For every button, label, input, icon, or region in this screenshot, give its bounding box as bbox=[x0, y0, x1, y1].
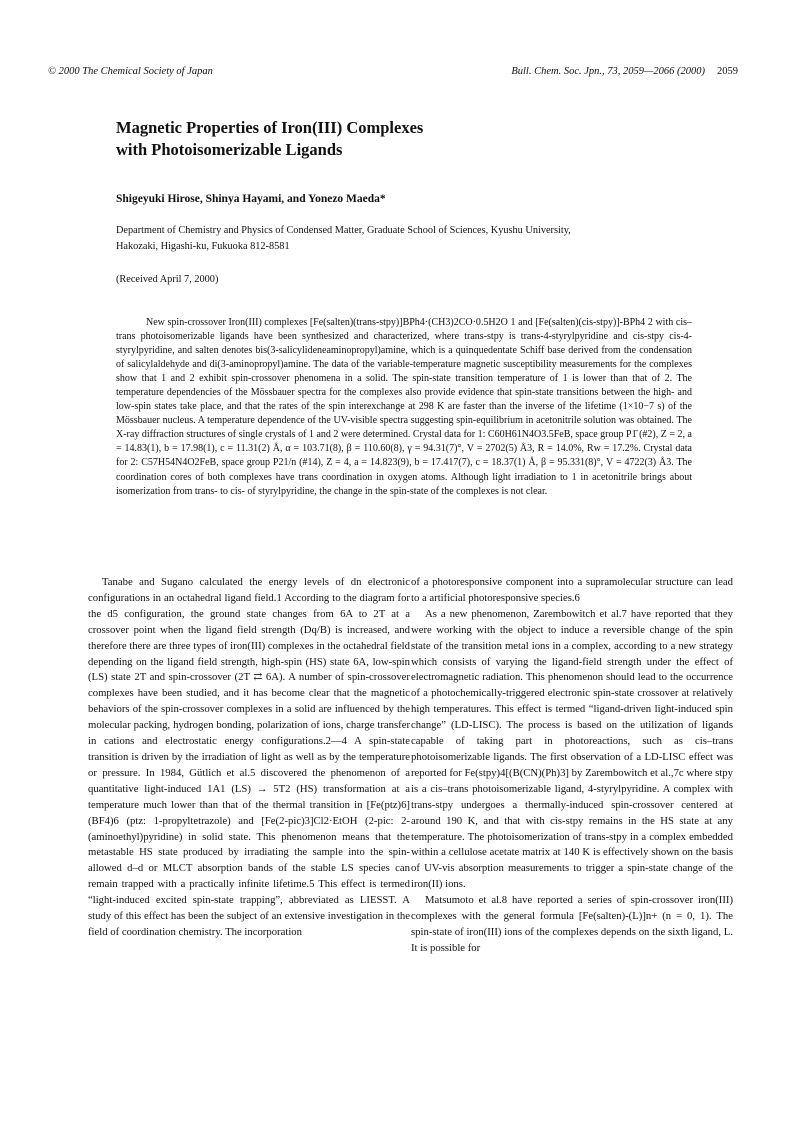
title-line-2: with Photoisomerizable Ligands bbox=[116, 140, 343, 159]
abstract-text: New spin-crossover Iron(III) complexes [Fe(salten)(trans-stpy)]BPh4·(CH3)2CO·0.5H2O 1 and [Fe(salten)(cis-stpy)]-BPh4 2 with cis–trans photoisomerizable ligands have been synthesized and characterized, where trans-stpy is trans-4-styrylpyridine and cis-stpy cis-4-styrylpyridine, and salten denotes bis(3-salicylideneaminopropyl)amine, which is a quinquedentate Schiff base derived from the condensation of salicylaldehyde and di(3-aminopropyl)amine. The data of the variable-temperature magnetic susceptibility measurements for the complexes show that 1 and 2 exhibit spin-crossover phenomena in a solid. The spin-state transition temperature of 1 is lower than that of 2. The temperature dependencies of the Mössbauer spectra for the complexes also provide evidence that spin-state transitions between the high- and low-spin states take place, and that the rates of the spin interexchange at 298 K are faster than the inverse of the lifetime (1×10−7 s) of the Mössbauer nucleus. A temperature dependence of the UV-visible spectra suggesting spin-equilibrium in acetonitrile solution was obtained. The X-ray diffraction structures of single crystals of 1 and 2 were determined. Crystal data for 1: C60H61N4O3.5FeB, space group P1̄ (#2), Z = 2, a = 14.83(1), b = 17.98(1), c = 11.31(2) Å, α = 103.71(8), β = 110.60(8), γ = 94.31(7)°, V = 2702(5) Å3, R = 14.0%, Rw = 17.2%. Crystal data for 2: C57H54N4O2FeB, space group P21/n (#14), Z = 4, a = 14.823(9), b = 17.417(7), c = 18.37(1) Å, β = 95.331(8)°, V = 4722(3) Å3. The coordination cores of both complexes have trans coordination in oxygen atoms. Although light irradiation to 1 in acetonitrile brings about isomerization from trans- to cis- of styrylpyridine, the change in the spin-state of the complexes is not clear. bbox=[116, 317, 692, 497]
body-paragraph: As a new phenomenon, Zarembowitch et al.7 have reported that they were working with the object to induce a reversible change of the spin state of the transition metal ions in a complex, according to a new strategy which consists of varying the ligand-field strength under the effect of electromagnetic radiation. This phenomenon should lead to the occurrence of a photochemically-triggered electronic spin-state crossover at relatively high temperatures. This effect is termed “ligand-driven light-induced spin change” (LD-LISC). The process is based on the utilization of ligands capable of taking part in photoreactions, such as cis–trans photoisomerizable ligands. The first observation of a LD-LISC effect was reported for Fe(stpy)4[(B(CN)(Ph)3] by Zarembowitch et al.,7c where stpy is a cis–trans photoisomerizable ligand, 4-styrylpyridine. A complex with trans-stpy undergoes a thermally-induced spin-crossover centered at around 190 K, and that with cis-stpy remains in the HS state at any temperature. The photoisomerization of trans-stpy in a complex embedded within a cellulose acetate matrix at 140 K is effectively shown on the basis of UV-vis absorption measurements to trigger a spin-state change of the iron(II) ions. bbox=[411, 607, 733, 891]
copyright-line: © 2000 The Chemical Society of Japan bbox=[48, 66, 213, 77]
affiliation-line-2: Hakozaki, Higashi-ku, Fukuoka 812-8581 bbox=[116, 241, 290, 252]
page-number: 2059 bbox=[717, 66, 738, 77]
affiliation-line-1: Department of Chemistry and Physics of Condensed Matter, Graduate School of Sciences, Kyushu University, bbox=[116, 225, 571, 236]
title-line-1: Magnetic Properties of Iron(III) Complexes bbox=[116, 118, 424, 137]
body-column-right bbox=[411, 575, 733, 957]
journal-citation bbox=[511, 66, 738, 77]
journal-reference: Bull. Chem. Soc. Jpn., 73, 2059—2066 (2000) bbox=[511, 66, 705, 77]
article-title bbox=[116, 117, 676, 161]
received-date: (Received April 7, 2000) bbox=[116, 274, 219, 285]
body-paragraph: of a photoresponsive component into a supramolecular structure can lead to a artificial photoresponsive species.6 bbox=[411, 576, 733, 604]
body-paragraph: Matsumoto et al.8 have reported a series of spin-crossover iron(III) complexes with the general formula [Fe(salten)-(L)]n+ (n = 0, 1). The spin-state of iron(III) ions of the complexes depends on the sixth ligand, L. It is possible for bbox=[411, 894, 733, 954]
body-paragraph: Tanabe and Sugano calculated the energy levels of dn electronic configurations in an octahedral ligand field.1 According to the diagram for the d5 configuration, the ground state changes from 6A to 2T at a crossover point when the ligand field strength (Dq/B) is increased, and therefore there are three types of iron(III) complexes in the octahedral field depending on the ligand field strength, high-spin (HS) state 6A, low-spin (LS) state 2T and spin-crossover (2T ⇄ 6A). A number of spin-crossover complexes have been studied, and it has become clear that the magnetic behaviors of the spin-crossover complexes in a solid are influenced by the molecular packing, hydrogen bonding, polarization of ions, charge transfer in cations and electrostatic energy configurations.2—4 A spin-state transition is driven by the irradiation of light as well as by the temperature or pressure. In 1984, Gütlich et al.5 discovered the phenomenon of a quantitative light-induced 1A1 (LS) → 5T2 (HS) transformation at a temperature much lower than that of the thermal transition in [Fe(ptz)6](BF4)6 (ptz: 1-propyltetrazole) and [Fe(2-pic)3]Cl2·EtOH (2-pic: 2-(aminoethyl)pyridine) in solid state. This phenomenon means that the metastable HS state produced by irradiating the sample into the spin-allowed d–d or MLCT absorption bands of the stable LS species can remain trapped with a practically infinite lifetime.5 This effect is termed “light-induced excited spin-state trapping”, abbreviated as LIESST. A study of this effect has been the subject of an extensive investigation in the field of coordination chemistry. The incorporation bbox=[88, 576, 410, 938]
affiliation bbox=[116, 223, 696, 255]
abstract bbox=[116, 316, 692, 499]
author-list: Shigeyuki Hirose, Shinya Hayami, and Yonezo Maeda* bbox=[116, 193, 386, 205]
body-column-left bbox=[88, 575, 410, 941]
running-header bbox=[48, 66, 738, 82]
